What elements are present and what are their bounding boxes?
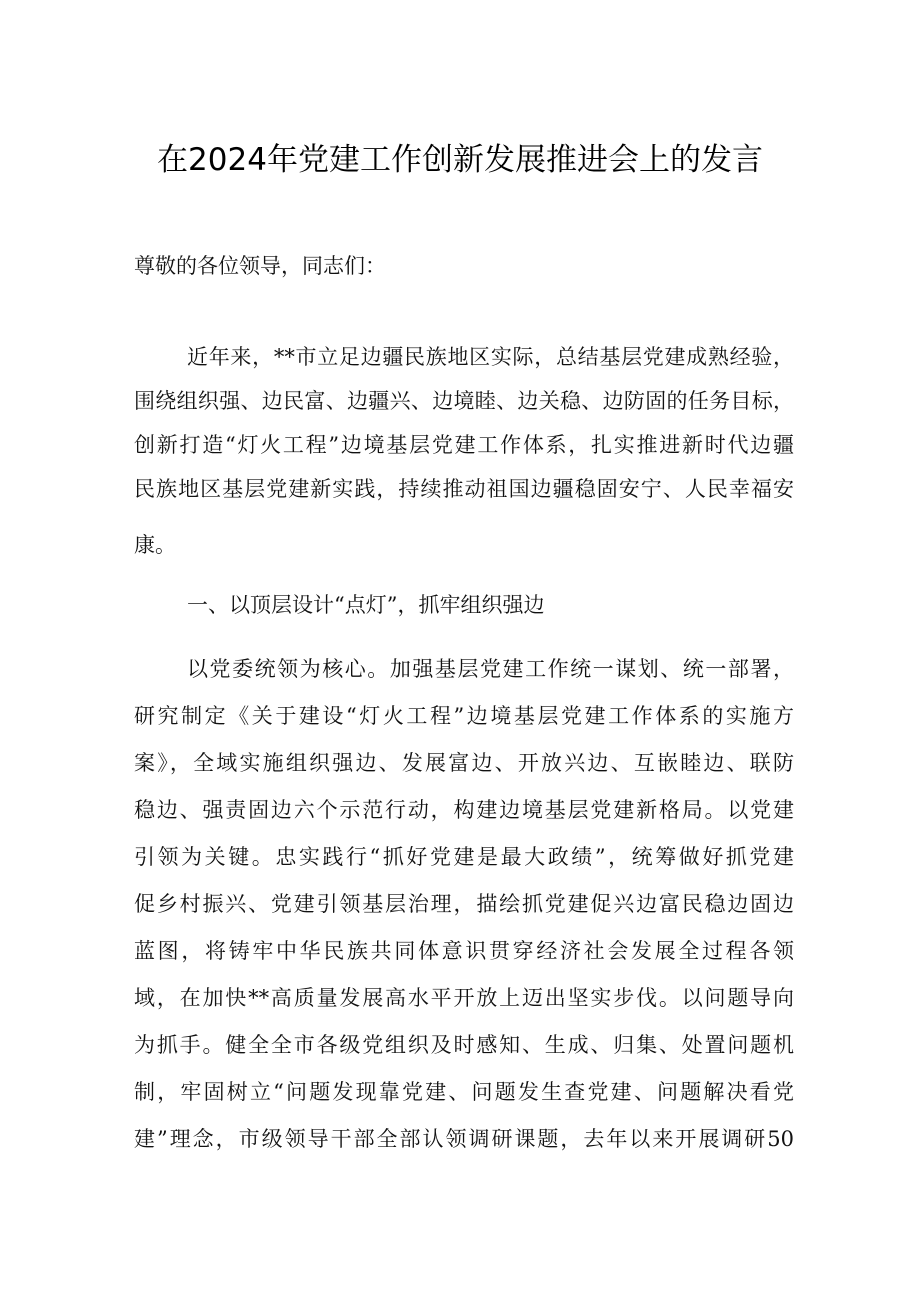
paragraph-line: 蓝图，将铸牢中华民族共同体意识贯穿经济社会发展全过程各领 <box>134 939 794 963</box>
paragraph-line: 引领为关键。忠实践行“抓好党建是最大政绩”，统筹做好抓党建 <box>134 845 794 869</box>
paragraph-line: 制，牢固树立“问题发现靠党建、问题发生查党建、问题解决看党 <box>134 1080 794 1104</box>
paragraph-line: 近年来，**市立足边疆民族地区实际，总结基层党建成熟经验， <box>187 345 794 369</box>
paragraph-line: 民族地区基层党建新实践，持续推动祖国边疆稳固安宁、人民幸福安 <box>134 477 794 501</box>
paragraph-line: 围绕组织强、边民富、边疆兴、边境睦、边关稳、边防固的任务目标， <box>134 389 794 413</box>
salutation: 尊敬的各位领导，同志们： <box>134 254 386 278</box>
paragraph-line: 创新打造“灯火工程”边境基层党建工作体系，扎实推进新时代边疆 <box>134 433 794 457</box>
paragraph-line: 促乡村振兴、党建引领基层治理，描绘抓党建促兴边富民稳边固边 <box>134 892 794 916</box>
paragraph-line: 以党委统领为核心。加强基层党建工作统一谋划、统一部署， <box>187 657 794 681</box>
document-title: 在2024年党建工作创新发展推进会上的发言 <box>157 142 763 178</box>
paragraph-line: 研究制定《关于建设“灯火工程”边境基层党建工作体系的实施方 <box>134 704 794 728</box>
paragraph-line: 建”理念，市级领导干部全部认领调研课题，去年以来开展调研50 <box>134 1127 794 1151</box>
paragraph-line: 稳边、强责固边六个示范行动，构建边境基层党建新格局。以党建 <box>134 798 794 822</box>
paragraph-line: 为抓手。健全全市各级党组织及时感知、生成、归集、处置问题机 <box>134 1033 794 1057</box>
paragraph-line: 域，在加快**高质量发展高水平开放上迈出坚实步伐。以问题导向 <box>134 986 794 1010</box>
paragraph-line: 案》，全域实施组织强边、发展富边、开放兴边、互嵌睦边、联防 <box>134 751 794 775</box>
paragraph-line: 康。 <box>134 533 176 557</box>
section-heading: 一、以顶层设计“点灯”，抓牢组织强边 <box>187 593 545 617</box>
